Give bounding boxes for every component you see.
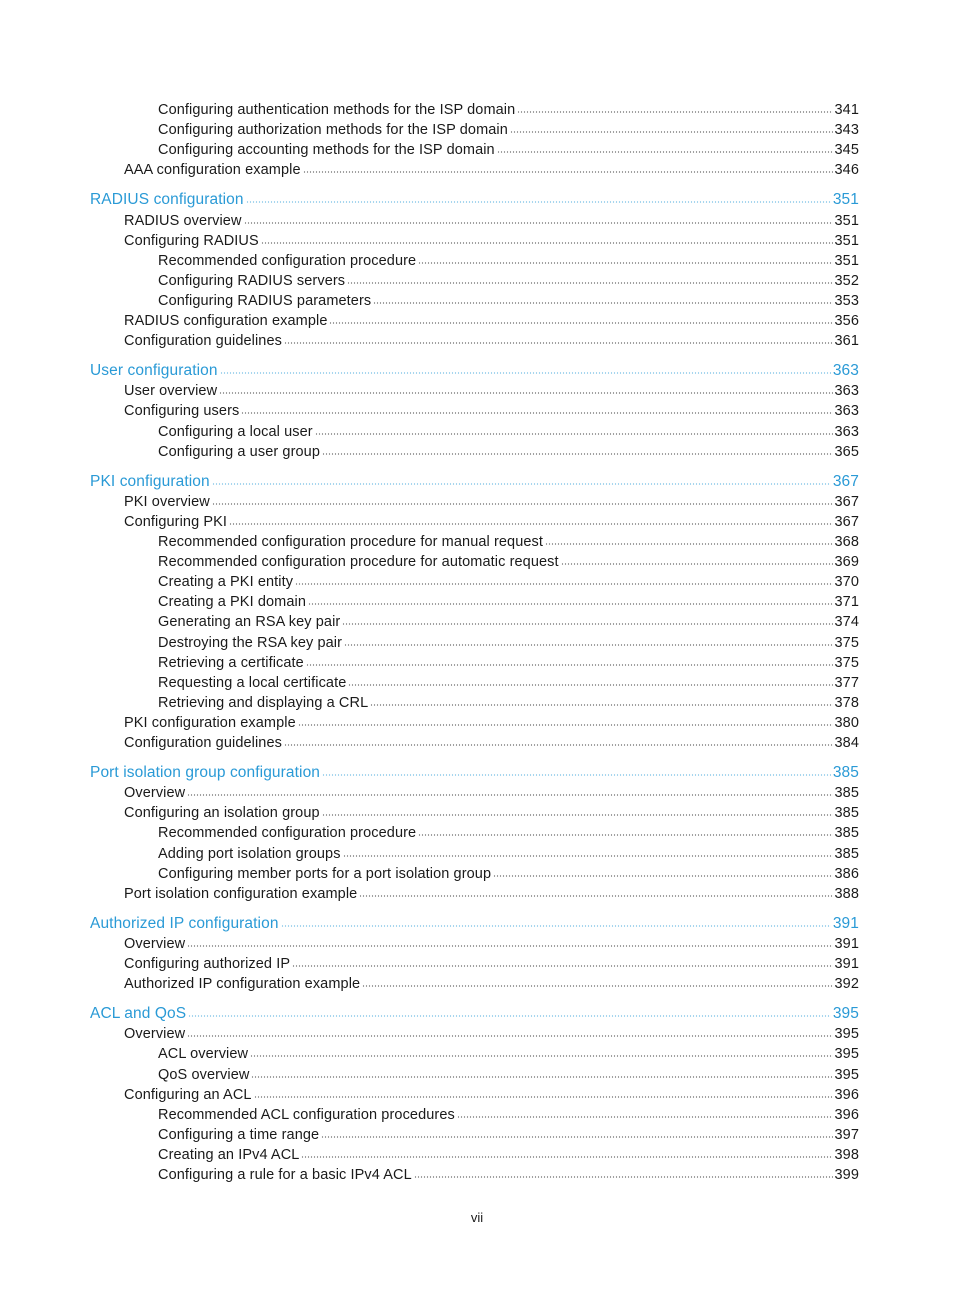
toc-entry-page: 351: [834, 212, 859, 229]
toc-entry-page: 386: [834, 865, 859, 882]
dot-leader: [342, 623, 832, 625]
toc-entry[interactable]: [124, 974, 859, 994]
toc-entry[interactable]: [158, 612, 859, 632]
toc-entry[interactable]: [124, 713, 859, 733]
toc-entry[interactable]: [124, 934, 859, 954]
toc-entry-title: Configuring accounting methods for the ISP domain: [158, 142, 495, 159]
toc-entry-title: User configuration: [90, 362, 218, 380]
toc-entry[interactable]: [124, 381, 859, 401]
toc-entry[interactable]: [124, 512, 859, 532]
toc-entry-title: Destroying the RSA key pair: [158, 634, 343, 651]
dot-leader: [457, 1116, 833, 1118]
toc-entry[interactable]: [158, 592, 859, 612]
toc-entry[interactable]: [124, 783, 859, 803]
dot-leader: [322, 814, 833, 816]
toc-entry-page: 392: [834, 976, 859, 993]
toc-entry[interactable]: [124, 331, 859, 351]
toc-chapter-entry[interactable]: [90, 472, 859, 492]
toc-entry[interactable]: [158, 1165, 859, 1185]
toc-entry-page: 385: [834, 805, 859, 822]
dot-leader: [254, 1096, 833, 1098]
toc-entry[interactable]: [158, 633, 859, 653]
toc-entry[interactable]: [158, 291, 859, 311]
toc-entry[interactable]: [124, 231, 859, 251]
toc-entry-page: 384: [834, 735, 859, 751]
toc-entry[interactable]: [158, 1145, 859, 1165]
toc-chapter-entry[interactable]: [90, 914, 859, 934]
toc-entry-page: 396: [834, 1086, 859, 1103]
toc-entry-page: 367: [834, 513, 859, 530]
dot-leader: [348, 684, 832, 686]
toc-entry-page: 367: [832, 472, 859, 490]
toc-entry[interactable]: [158, 653, 859, 673]
toc-entry[interactable]: [158, 1044, 859, 1064]
dot-leader: [347, 282, 832, 284]
dot-leader: [343, 855, 833, 857]
toc-entry[interactable]: [158, 1125, 859, 1145]
toc-entry-title: Configuring RADIUS: [124, 232, 259, 249]
dot-leader: [284, 342, 833, 344]
dot-leader: [241, 412, 832, 414]
dot-leader: [306, 664, 833, 666]
toc-entry-title: PKI overview: [124, 493, 210, 510]
dot-leader: [561, 563, 833, 565]
toc-entry-page: 370: [834, 574, 859, 591]
dot-leader: [244, 222, 833, 224]
toc-entry[interactable]: [158, 823, 859, 843]
toc-entry[interactable]: [158, 120, 859, 140]
dot-leader: [517, 111, 832, 113]
dot-leader: [315, 433, 833, 435]
toc-entry-title: Configuring authorized IP: [124, 956, 291, 972]
dot-leader: [493, 875, 832, 877]
toc-entry-title: Configuring an isolation group: [124, 805, 320, 822]
dot-leader: [220, 372, 831, 374]
toc-entry-title: Authorized IP configuration example: [124, 976, 361, 993]
toc-entry-title: Configuring member ports for a port isolation group: [158, 865, 492, 882]
toc-chapter-entry[interactable]: [90, 361, 859, 381]
toc-entry[interactable]: [158, 844, 859, 864]
toc-entry-page: 351: [834, 252, 859, 269]
toc-entry[interactable]: [124, 311, 859, 331]
toc-entry-page: 391: [832, 914, 859, 932]
dot-leader: [303, 171, 833, 173]
toc-entry-title: PKI configuration example: [124, 714, 296, 731]
dot-leader: [187, 1035, 832, 1037]
toc-entry-page: 385: [834, 845, 859, 862]
toc-entry[interactable]: [158, 100, 859, 120]
toc-entry-title: AAA configuration example: [124, 162, 301, 179]
toc-entry-page: 395: [834, 1046, 859, 1063]
toc-entry-title: ACL overview: [158, 1046, 249, 1063]
dot-leader: [497, 151, 833, 153]
dot-leader: [281, 925, 831, 927]
toc-entry-title: Configuring a time range: [158, 1126, 320, 1143]
toc-entry-page: 399: [834, 1167, 859, 1183]
toc-entry-title: Recommended configuration procedure: [158, 252, 417, 269]
toc-entry-title: QoS overview: [158, 1066, 250, 1083]
toc-entry-title: Creating a PKI entity: [158, 574, 294, 591]
toc-entry-title: Recommended configuration procedure for manual request: [158, 534, 544, 550]
toc-entry-title: Configuring authorization methods for the ISP domain: [158, 122, 508, 139]
dot-leader: [212, 483, 831, 485]
toc-entry-title: Configuring a user group: [158, 443, 320, 460]
toc-entry-page: 374: [834, 614, 859, 631]
toc-entry[interactable]: [124, 401, 859, 421]
toc-entry-page: 395: [834, 1066, 859, 1083]
toc-entry-title: Port isolation configuration example: [124, 885, 358, 902]
dot-leader: [295, 583, 832, 585]
dot-leader: [418, 262, 832, 264]
dot-leader: [187, 945, 832, 947]
toc-entry-page: 397: [834, 1126, 859, 1143]
dot-leader: [188, 1015, 831, 1017]
toc-entry-page: 398: [834, 1146, 859, 1163]
toc-entry-page: 346: [834, 162, 859, 179]
dot-leader: [414, 1176, 833, 1178]
toc-entry-title: Retrieving a certificate: [158, 654, 304, 671]
dot-leader: [187, 794, 832, 796]
toc-entry-title: Configuring a rule for a basic IPv4 ACL: [158, 1167, 412, 1183]
toc-entry-page: 385: [832, 764, 859, 782]
dot-leader: [359, 895, 832, 897]
dot-leader: [344, 644, 832, 646]
dot-leader: [510, 131, 833, 133]
toc-entry[interactable]: [124, 211, 859, 231]
toc-entry-title: Creating a PKI domain: [158, 594, 306, 611]
toc-entry-title: Recommended ACL configuration procedures: [158, 1106, 455, 1123]
toc-entry[interactable]: [124, 1024, 859, 1044]
toc-entry-page: 345: [834, 142, 859, 159]
toc-entry-title: PKI configuration: [90, 472, 210, 490]
toc-chapter-entry[interactable]: [90, 1004, 859, 1024]
toc-entry[interactable]: [124, 954, 859, 974]
toc-entry-title: Configuration guidelines: [124, 735, 282, 751]
toc-entry[interactable]: [158, 140, 859, 160]
toc-entry-page: 385: [834, 825, 859, 842]
toc-entry[interactable]: [124, 1085, 859, 1105]
dot-leader: [301, 1156, 832, 1158]
toc-entry-title: Authorized IP configuration: [90, 914, 279, 932]
toc-entry[interactable]: [124, 492, 859, 512]
toc-entry[interactable]: [124, 160, 859, 180]
dot-leader: [321, 1136, 832, 1138]
toc-entry[interactable]: [158, 864, 859, 884]
toc-entry-page: 391: [834, 935, 859, 952]
toc-entry-title: Adding port isolation groups: [158, 845, 341, 862]
toc-entry-title: Creating an IPv4 ACL: [158, 1146, 300, 1163]
toc-entry[interactable]: [158, 572, 859, 592]
toc-entry-page: 368: [834, 534, 859, 550]
toc-entry-title: Retrieving and displaying a CRL: [158, 694, 369, 711]
toc-entry-page: 388: [834, 885, 859, 902]
toc-entry-page: 367: [834, 493, 859, 510]
toc-entry[interactable]: [158, 552, 859, 572]
dot-leader: [370, 704, 832, 706]
dot-leader: [246, 201, 831, 203]
toc-entry-title: Configuration guidelines: [124, 333, 282, 350]
dot-leader: [251, 1076, 832, 1078]
toc-entry-page: 396: [834, 1106, 859, 1123]
toc-entry[interactable]: [158, 422, 859, 442]
toc-entry[interactable]: [124, 803, 859, 823]
dot-leader: [261, 242, 833, 244]
toc-entry-page: 352: [834, 272, 859, 289]
dot-leader: [322, 774, 831, 776]
toc-entry[interactable]: [158, 1105, 859, 1125]
toc-entry-title: Configuring an ACL: [124, 1086, 252, 1103]
toc-entry-title: Requesting a local certificate: [158, 674, 347, 691]
toc-chapter-entry[interactable]: [90, 763, 859, 783]
toc-entry-title: Generating an RSA key pair: [158, 614, 341, 631]
toc-entry[interactable]: [158, 1065, 859, 1085]
dot-leader: [292, 965, 832, 967]
toc-entry-title: ACL and QoS: [90, 1005, 187, 1023]
toc-entry-title: Configuring RADIUS parameters: [158, 292, 372, 309]
dot-leader: [322, 453, 833, 455]
toc-entry-page: 356: [834, 313, 859, 329]
toc-entry-title: User overview: [124, 383, 218, 400]
toc-entry-page: 371: [834, 594, 859, 611]
dot-leader: [284, 744, 833, 746]
dot-leader: [308, 603, 833, 605]
toc-entry-page: 351: [832, 191, 859, 209]
toc-entry[interactable]: [124, 733, 859, 753]
toc-entry[interactable]: [158, 442, 859, 462]
toc-entry[interactable]: [158, 251, 859, 271]
toc-entry-page: 380: [834, 714, 859, 731]
toc-entry-title: Overview: [124, 935, 186, 952]
toc-entry-page: 369: [834, 554, 859, 571]
toc-entry-page: 385: [834, 785, 859, 802]
toc-entry[interactable]: [158, 673, 859, 693]
toc-entry-title: Configuring users: [124, 403, 240, 420]
toc-entry-page: 378: [834, 694, 859, 711]
toc-entry[interactable]: [158, 693, 859, 713]
toc-entry-title: Overview: [124, 785, 186, 802]
toc-entry-page: 341: [834, 102, 859, 118]
toc-entry-title: Overview: [124, 1026, 186, 1043]
dot-leader: [418, 834, 832, 836]
toc-entry-title: Configuring PKI: [124, 513, 228, 530]
toc-entry-page: 391: [834, 956, 859, 972]
toc-entry-page: 363: [834, 423, 859, 440]
toc-entry-page: 395: [834, 1026, 859, 1043]
toc-entry-title: Recommended configuration procedure for automatic request: [158, 554, 559, 571]
toc-entry-page: 375: [834, 654, 859, 671]
toc-entry-page: 363: [834, 383, 859, 400]
toc-entry[interactable]: [158, 532, 859, 552]
toc-entry-page: 361: [834, 333, 859, 350]
toc-entry-title: RADIUS overview: [124, 212, 242, 229]
toc-entry-page: 363: [834, 403, 859, 420]
toc-entry-page: 353: [834, 292, 859, 309]
toc-entry-title: Configuring a local user: [158, 423, 313, 440]
toc-entry[interactable]: [158, 271, 859, 291]
toc-entry-page: 377: [834, 674, 859, 691]
toc-entry-title: RADIUS configuration example: [124, 313, 328, 329]
dot-leader: [219, 392, 832, 394]
dot-leader: [212, 503, 833, 505]
dot-leader: [298, 724, 833, 726]
dot-leader: [250, 1055, 832, 1057]
toc-entry-page: 375: [834, 634, 859, 651]
toc-entry-title: Configuring authentication methods for the ISP domain: [158, 102, 516, 118]
toc-entry-title: RADIUS configuration: [90, 191, 244, 209]
page-footer-number: vii: [470, 1210, 484, 1225]
dot-leader: [545, 543, 832, 545]
toc-entry-title: Recommended configuration procedure: [158, 825, 417, 842]
toc-entry-page: 365: [834, 443, 859, 460]
toc-entry-page: 363: [832, 362, 859, 380]
toc-entry-page: 351: [834, 232, 859, 249]
toc-chapter-entry[interactable]: [90, 190, 859, 210]
dot-leader: [373, 302, 832, 304]
toc-entry-title: Port isolation group configuration: [90, 764, 321, 782]
toc-entry-page: 343: [834, 122, 859, 139]
dot-leader: [229, 523, 832, 525]
toc-entry-page: 395: [832, 1005, 859, 1023]
dot-leader: [329, 322, 832, 324]
toc-entry-title: Configuring RADIUS servers: [158, 272, 346, 289]
dot-leader: [362, 985, 832, 987]
toc-entry[interactable]: [124, 884, 859, 904]
